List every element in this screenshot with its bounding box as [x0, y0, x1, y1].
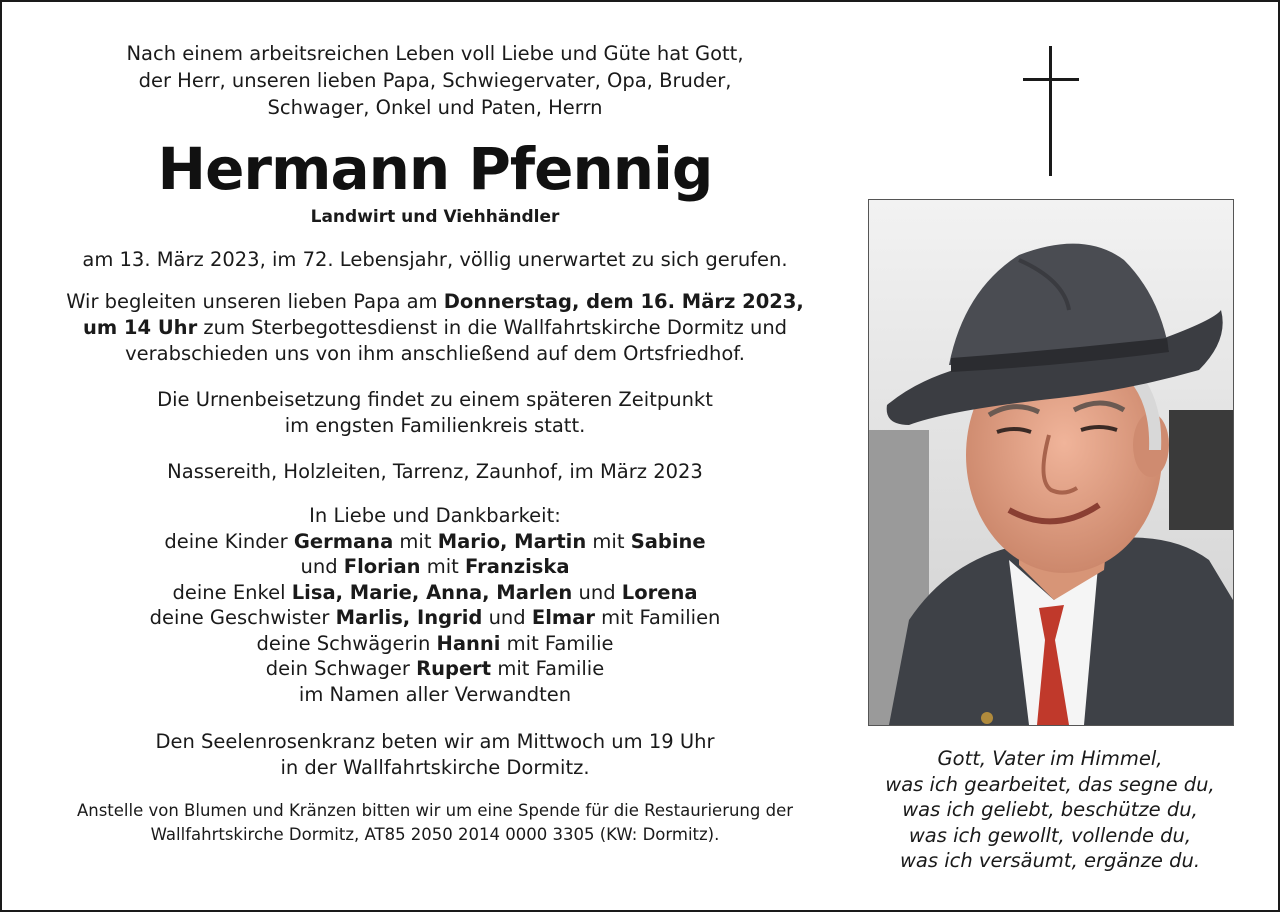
mourner-text: deine Enkel: [172, 580, 292, 604]
mourner-name: Lisa, Marie, Anna, Marlen: [291, 580, 573, 604]
intro-line: der Herr, unseren lieben Papa, Schwiegervater, Opa, Bruder,: [138, 69, 732, 92]
rosary-info: [42, 729, 828, 781]
donation-line: Wallfahrtskirche Dormitz, AT85 2050 2014 0000 3305 (KW: Dormitz).: [150, 825, 720, 844]
mourner-line-relatives: im Namen aller Verwandten: [298, 682, 572, 706]
mourner-text: deine Schwägerin: [256, 631, 437, 655]
mourner-name: Florian: [343, 555, 421, 578]
mourner-text: deine Kinder: [164, 529, 294, 553]
portrait-photo: [868, 199, 1234, 726]
verse-line: was ich geliebt, beschütze du,: [902, 798, 1198, 821]
mourner-text: und: [482, 606, 532, 629]
obituary-text-column: [42, 40, 828, 847]
background-figure: [1169, 410, 1233, 530]
funeral-date: Donnerstag, dem 16. März 2023,: [443, 290, 804, 313]
portrait-illustration: [869, 200, 1233, 725]
donation-line: Anstelle von Blumen und Kränzen bitten wir um eine Spende für die Restaurierung der: [76, 801, 794, 820]
rosary-line: Den Seelenrosenkranz beten wir am Mittwoch um 19 Uhr: [155, 730, 715, 753]
verse-line: was ich versäumt, ergänze du.: [899, 849, 1201, 872]
urn-line: Die Urnenbeisetzung findet zu einem späteren Zeitpunkt: [157, 388, 713, 411]
mourner-text: mit: [586, 529, 631, 553]
intro-line: Schwager, Onkel und Paten, Herrn: [267, 96, 603, 119]
urn-burial-info: [42, 387, 828, 439]
mourners-list: [42, 503, 828, 707]
mourner-name: Elmar: [531, 606, 595, 629]
mourner-line-siblings: [42, 605, 828, 631]
mourner-line-children-2: [42, 554, 828, 580]
urn-line: im engsten Familienkreis statt.: [284, 414, 586, 437]
mourner-text: mit: [393, 529, 438, 553]
mourner-name: Lorena: [621, 580, 698, 604]
funeral-line-3: verabschieden uns von ihm anschließend auf dem Ortsfriedhof.: [125, 342, 745, 365]
gratitude-heading: In Liebe und Dankbarkeit:: [309, 504, 561, 527]
mourner-text: mit Familie: [491, 657, 605, 680]
verse-line: was ich gewollt, vollende du,: [908, 823, 1192, 847]
mourner-name: Rupert: [416, 657, 492, 680]
mourner-text: dein Schwager: [265, 657, 417, 680]
verse-poem: [858, 746, 1242, 874]
mourner-line-sister-in-law: [42, 631, 828, 657]
intro-line: Nach einem arbeitsreichen Leben voll Liebe und Güte hat Gott,: [126, 42, 744, 65]
lapel-pin: [981, 712, 993, 724]
verse-line: Gott, Vater im Himmel,: [937, 747, 1163, 770]
death-date-line: am 13. März 2023, im 72. Lebensjahr, völlig unerwartet zu sich gerufen.: [82, 248, 788, 271]
cross-icon: [1023, 46, 1079, 176]
occupation: Landwirt und Viehhändler: [310, 207, 560, 227]
mourner-name: Germana: [293, 529, 394, 553]
funeral-info: [42, 289, 828, 367]
funeral-line-1: [42, 289, 828, 315]
mourner-name: Franziska: [465, 555, 570, 578]
rosary-line: in der Wallfahrtskirche Dormitz.: [280, 756, 590, 779]
mourner-text: mit Familien: [594, 606, 721, 629]
mourner-text: und: [572, 580, 622, 604]
mourner-name: Marlis, Ingrid: [335, 606, 483, 629]
place-date: Nassereith, Holzleiten, Tarrenz, Zaunhof, im März 2023: [167, 460, 703, 483]
intro-text: [42, 40, 828, 121]
deceased-name: Hermann Pfennig: [157, 135, 713, 203]
funeral-time: um 14 Uhr: [82, 316, 198, 339]
mourner-line-grandchildren: [42, 580, 828, 606]
cross-vertical-bar: [1049, 46, 1052, 176]
mourner-text: mit Familie: [500, 631, 614, 655]
mourner-text: mit: [420, 555, 465, 578]
mourner-text: deine Geschwister: [149, 606, 336, 629]
mourner-line-brother-in-law: [42, 656, 828, 682]
mourner-name: Sabine: [630, 529, 706, 553]
funeral-text: Wir begleiten unseren lieben Papa am: [66, 290, 444, 313]
mourner-name: Hanni: [436, 631, 501, 655]
donation-request: [42, 799, 828, 847]
verse-line: was ich gearbeitet, das segne du,: [885, 772, 1215, 796]
funeral-line-2: [42, 315, 828, 341]
mourner-line-children: [42, 529, 828, 555]
mourner-name: Mario, Martin: [437, 529, 587, 553]
funeral-text: zum Sterbegottesdienst in die Wallfahrtskirche Dormitz und: [197, 316, 788, 339]
cross-horizontal-bar: [1023, 78, 1079, 81]
mourner-text: und: [300, 555, 344, 578]
